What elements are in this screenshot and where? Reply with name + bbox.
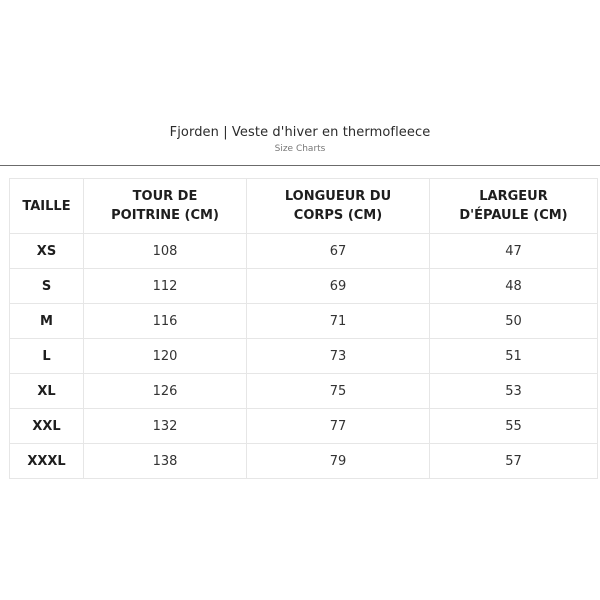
table-header-row xyxy=(10,179,598,234)
size-cell: XL xyxy=(10,374,84,409)
column-header-body-length: LONGUEUR DU CORPS (CM) xyxy=(247,179,430,234)
shoulder-width-cell: 53 xyxy=(430,374,598,409)
shoulder-width-cell: 50 xyxy=(430,304,598,339)
body-length-cell: 79 xyxy=(247,444,430,479)
size-cell: M xyxy=(10,304,84,339)
body-length-cell: 77 xyxy=(247,409,430,444)
size-chart-table xyxy=(9,178,598,479)
column-header-chest: TOUR DE POITRINE (CM) xyxy=(84,179,247,234)
size-cell: XS xyxy=(10,234,84,269)
shoulder-width-cell: 51 xyxy=(430,339,598,374)
table-row xyxy=(10,409,598,444)
body-length-cell: 75 xyxy=(247,374,430,409)
size-cell: XXXL xyxy=(10,444,84,479)
shoulder-width-cell: 55 xyxy=(430,409,598,444)
table-row xyxy=(10,374,598,409)
body-length-cell: 71 xyxy=(247,304,430,339)
table-row xyxy=(10,269,598,304)
chest-cell: 108 xyxy=(84,234,247,269)
body-length-cell: 69 xyxy=(247,269,430,304)
table-row xyxy=(10,234,598,269)
chest-cell: 126 xyxy=(84,374,247,409)
size-cell: S xyxy=(10,269,84,304)
column-header-size: TAILLE xyxy=(10,179,84,234)
page-subtitle: Size Charts xyxy=(274,144,326,154)
header-divider xyxy=(0,165,600,166)
table-row xyxy=(10,304,598,339)
page-header xyxy=(0,124,600,155)
column-header-shoulder-width: LARGEUR D'ÉPAULE (CM) xyxy=(430,179,598,234)
chest-cell: 138 xyxy=(84,444,247,479)
chest-cell: 116 xyxy=(84,304,247,339)
body-length-cell: 67 xyxy=(247,234,430,269)
body-length-cell: 73 xyxy=(247,339,430,374)
chest-cell: 132 xyxy=(84,409,247,444)
shoulder-width-cell: 57 xyxy=(430,444,598,479)
chest-cell: 120 xyxy=(84,339,247,374)
size-cell: L xyxy=(10,339,84,374)
table-row xyxy=(10,339,598,374)
page-title: Fjorden | Veste d'hiver en thermofleece xyxy=(169,125,431,140)
table-row xyxy=(10,444,598,479)
chest-cell: 112 xyxy=(84,269,247,304)
size-cell: XXL xyxy=(10,409,84,444)
shoulder-width-cell: 48 xyxy=(430,269,598,304)
shoulder-width-cell: 47 xyxy=(430,234,598,269)
